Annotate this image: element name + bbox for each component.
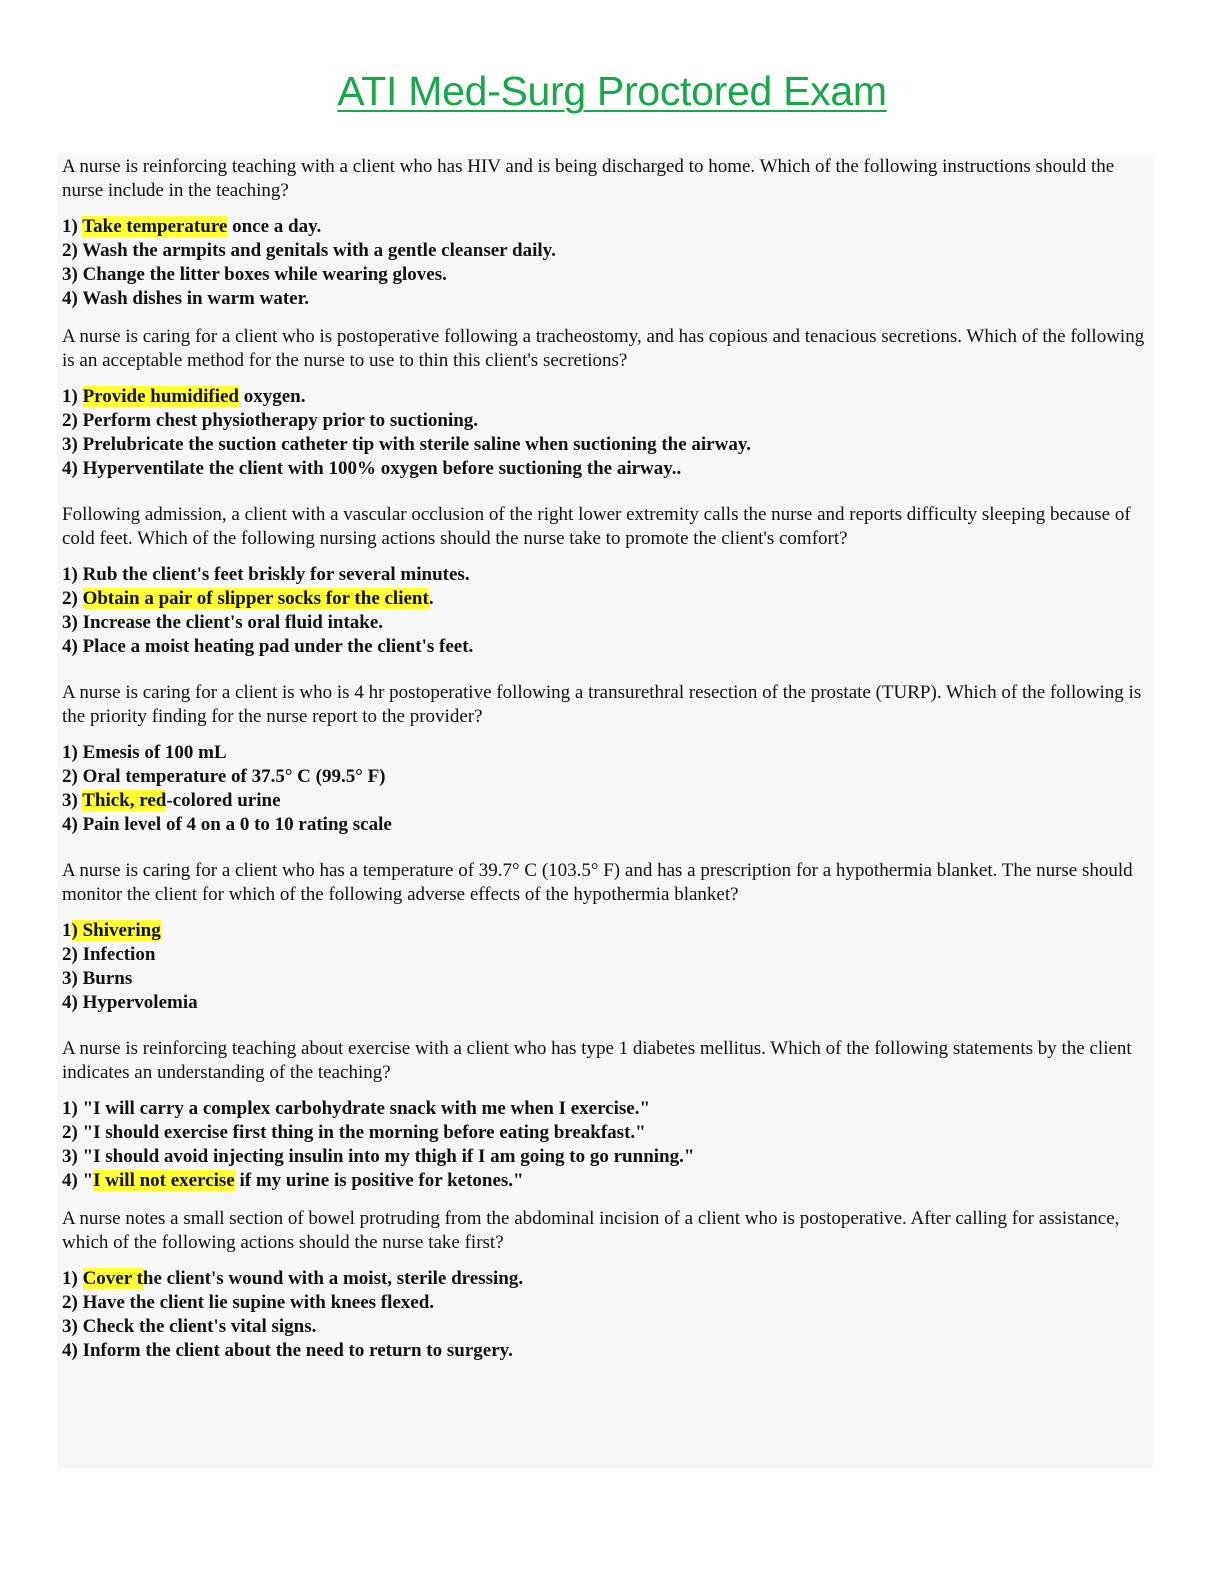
option-list (62, 1097, 1148, 1193)
highlighted-answer: Take temperature (82, 216, 228, 237)
option-list (62, 741, 1148, 837)
question-text: A nurse is caring for a client is who is 4 hr postoperative following a transurethral resection of the prostate (TURP). Which of the following is the priority finding for the nurse report to the provider? (62, 682, 1142, 727)
answer-option (62, 611, 1148, 635)
answer-option (62, 991, 1148, 1015)
answer-option (62, 1169, 1148, 1193)
option-text: 2) Infection (62, 944, 156, 965)
option-text: 3) Check the client's vital signs. (62, 1316, 317, 1337)
answer-option (62, 1267, 1148, 1291)
question-block (62, 325, 1148, 481)
question-block (62, 503, 1148, 659)
question-block (62, 681, 1148, 837)
highlighted-answer: ) Shivering (71, 920, 161, 941)
highlighted-answer: Cover t (82, 1268, 143, 1289)
option-text: 1 (62, 920, 72, 941)
option-list (62, 385, 1148, 481)
option-list (62, 919, 1148, 1015)
question-block (62, 1207, 1148, 1363)
questions-container (62, 155, 1148, 1363)
option-text: 4) Hyperventilate the client with 100% oxygen before suctioning the airway.. (62, 458, 682, 479)
answer-option (62, 587, 1148, 611)
option-text: once a day. (227, 216, 322, 237)
option-text: 2) Have the client lie supine with knees flexed. (62, 1292, 435, 1313)
question-text: A nurse is reinforcing teaching with a client who has HIV and is being discharged to home. Which of the following instructions should the nurse include in the teaching? (62, 156, 1115, 201)
option-text: 2) (62, 588, 83, 609)
option-list (62, 215, 1148, 311)
answer-option (62, 1291, 1148, 1315)
option-text: 3) Burns (62, 968, 133, 989)
option-text: 1) (62, 216, 83, 237)
question-text: Following admission, a client with a vascular occlusion of the right lower extremity calls the nurse and reports difficulty sleeping because of cold feet. Which of the following nursing actions should the nurse take to promote the client's comfort? (62, 504, 1131, 549)
option-list (62, 563, 1148, 659)
answer-option (62, 287, 1148, 311)
option-text: 3) "I should avoid injecting insulin into my thigh if I am going to go running." (62, 1146, 695, 1167)
option-text: 4) Hypervolemia (62, 992, 198, 1013)
option-text: 3) Change the litter boxes while wearing gloves. (62, 264, 447, 285)
question-text: A nurse notes a small section of bowel protruding from the abdominal incision of a client who is postoperative. After calling for assistance, which of the following actions should the nurse take first? (62, 1208, 1120, 1253)
question-block (62, 155, 1148, 311)
answer-option (62, 1121, 1148, 1145)
option-text: 4) Inform the client about the need to return to surgery. (62, 1340, 513, 1361)
answer-option (62, 1145, 1148, 1169)
answer-option (62, 789, 1148, 813)
answer-option (62, 967, 1148, 991)
highlighted-answer: Thick, red (82, 790, 167, 811)
answer-option (62, 635, 1148, 659)
option-text: 4) " (62, 1170, 94, 1191)
option-text: 3) Prelubricate the suction catheter tip with sterile saline when suctioning the airway. (62, 434, 752, 455)
option-text: . (428, 588, 434, 609)
option-text: 1) Rub the client's feet briskly for several minutes. (62, 564, 470, 585)
answer-option (62, 409, 1148, 433)
question-block (62, 1037, 1148, 1193)
option-text: 4) Wash dishes in warm water. (62, 288, 310, 309)
answer-option (62, 813, 1148, 837)
option-text: 1) Emesis of 100 mL (62, 742, 227, 763)
option-text: 1) (62, 1268, 83, 1289)
option-text: 2) "I should exercise first thing in the morning before eating breakfast." (62, 1122, 646, 1143)
question-block (62, 859, 1148, 1015)
option-text: 2) Oral temperature of 37.5° C (99.5° F) (62, 766, 386, 787)
answer-option (62, 943, 1148, 967)
answer-option (62, 741, 1148, 765)
highlighted-answer: Obtain a pair of slipper socks for the client (82, 588, 429, 609)
highlighted-answer: Provide humidified (82, 386, 239, 407)
option-text: 3) (62, 790, 83, 811)
answer-option (62, 1097, 1148, 1121)
option-text: if my urine is positive for ketones." (234, 1170, 524, 1191)
option-list (62, 1267, 1148, 1363)
highlighted-answer: I will not exercise (93, 1170, 235, 1191)
option-text: 3) Increase the client's oral fluid intake. (62, 612, 384, 633)
option-text: 1) "I will carry a complex carbohydrate snack with me when I exercise." (62, 1098, 651, 1119)
option-text: oxygen. (239, 386, 306, 407)
answer-option (62, 385, 1148, 409)
answer-option (62, 1315, 1148, 1339)
answer-option (62, 1339, 1148, 1363)
option-text: he client's wound with a moist, sterile dressing. (142, 1268, 524, 1289)
page-title: ATI Med-Surg Proctored Exam (337, 68, 887, 114)
option-text: -colored urine (166, 790, 281, 811)
answer-option (62, 457, 1148, 481)
option-text: 2) Perform chest physiotherapy prior to suctioning. (62, 410, 479, 431)
option-text: 4) Place a moist heating pad under the client's feet. (62, 636, 474, 657)
answer-option (62, 263, 1148, 287)
option-text: 4) Pain level of 4 on a 0 to 10 rating scale (62, 814, 392, 835)
question-text: A nurse is reinforcing teaching about exercise with a client who has type 1 diabetes mellitus. Which of the following statements by the client indicates an understanding of the teaching? (62, 1038, 1132, 1083)
question-text: A nurse is caring for a client who is postoperative following a tracheostomy, and has copious and tenacious secretions. Which of the following is an acceptable method for the nurse to use to thin this client's secretions? (62, 326, 1145, 371)
question-text: A nurse is caring for a client who has a temperature of 39.7° C (103.5° F) and has a prescription for a hypothermia blanket. The nurse should monitor the client for which of the following adverse effects of the hypothermia blanket? (62, 860, 1133, 905)
answer-option (62, 433, 1148, 457)
answer-option (62, 239, 1148, 263)
answer-option (62, 215, 1148, 239)
option-text: 1) (62, 386, 83, 407)
option-text: 2) Wash the armpits and genitals with a gentle cleanser daily. (62, 240, 556, 261)
answer-option (62, 919, 1148, 943)
answer-option (62, 563, 1148, 587)
answer-option (62, 765, 1148, 789)
